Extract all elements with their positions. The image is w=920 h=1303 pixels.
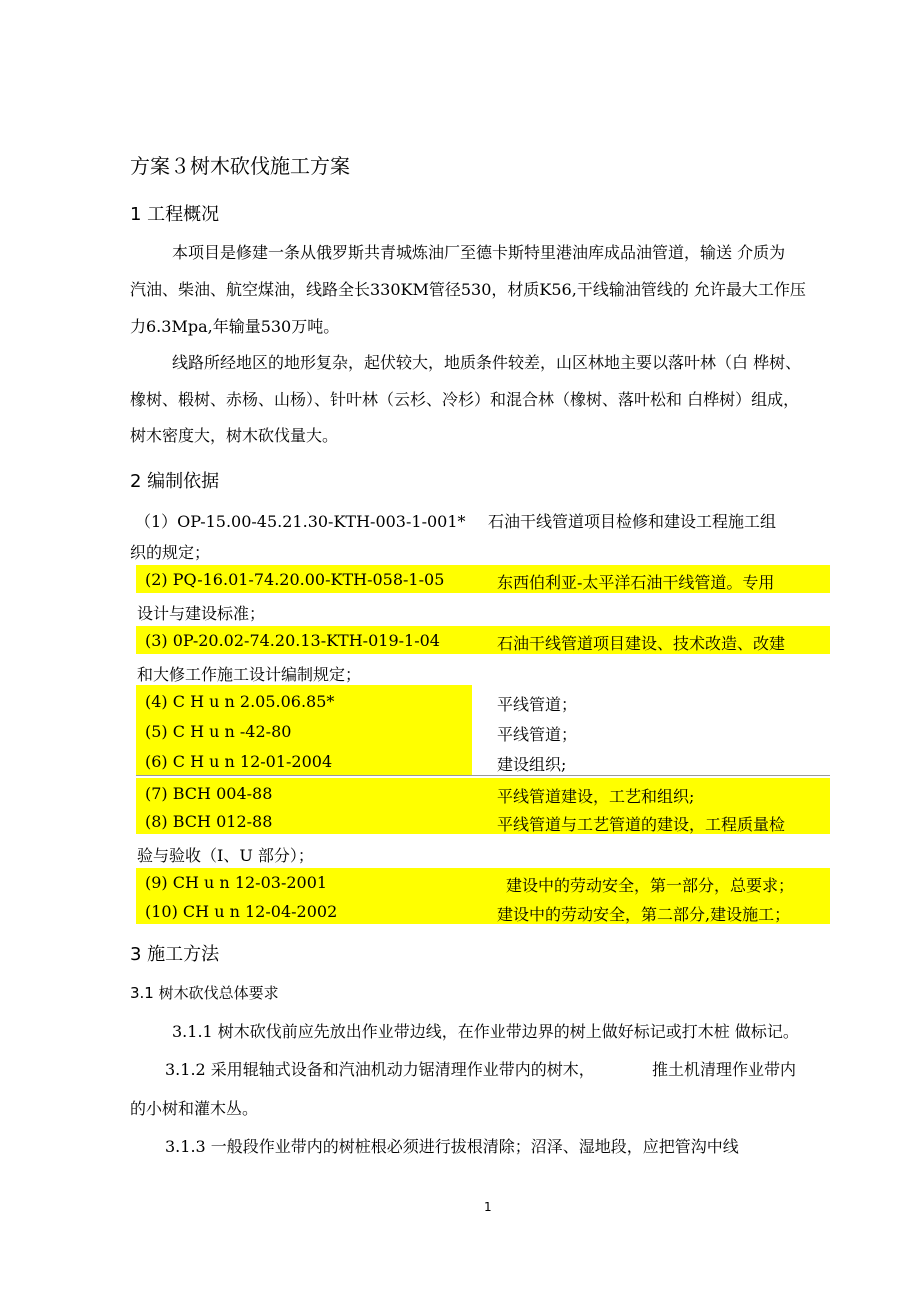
basis-desc-4: 平线管道；	[497, 695, 578, 714]
overview-p2-line1: 线路所经地区的地形复杂，起伏较大，地质条件较差，山区林地主要以落叶林（白 桦树、	[172, 353, 802, 372]
basis-desc-6: 建设组织;	[497, 755, 567, 774]
basis-desc-7: 平线管道建设，工艺和组织;	[497, 787, 695, 806]
subsection-heading-3-1: 3.1 树木砍伐总体要求	[130, 984, 279, 1002]
basis-desc-5: 平线管道；	[497, 725, 578, 744]
basis-cont-1: 织的规定；	[130, 543, 211, 562]
overview-p1-line1: 本项目是修建一条从俄罗斯共青城炼油厂至德卡斯特里港油库成品油管道，输送 介质为	[172, 243, 786, 262]
basis-desc-9: 建设中的劳动安全，第一部分，总要求；	[506, 876, 795, 895]
basis-code-3: (3) 0P-20.02-74.20.13-KTH-019-1-04	[145, 631, 440, 650]
overview-p2-line2: 橡树、椴树、赤杨、山杨）、针叶林（云杉、冷杉）和混合林（橡树、落叶松和 白桦树）组成，	[130, 390, 800, 409]
method-3-1-3: 3.1.3 一般段作业带内的树桩根必须进行拔根清除；沼泽、湿地段，应把管沟中线	[165, 1137, 739, 1156]
basis-cont-2: 设计与建设标准；	[137, 604, 266, 623]
overview-p2-line3: 树木密度大，树木砍伐量大。	[130, 426, 339, 445]
basis-code-2: (2) PQ-16.01-74.20.00-KTH-058-1-05	[145, 570, 445, 589]
basis-cont-3: 和大修工作施工设计编制规定；	[137, 665, 362, 684]
basis-cont-8: 验与验收（I、U 部分）；	[137, 846, 314, 865]
method-3-1-1: 3.1.1 树木砍伐前应先放出作业带边线，在作业带边界的树上做好标记或打木桩 做标记。	[172, 1022, 799, 1041]
basis-desc-8: 平线管道与工艺管道的建设，工程质量检	[497, 815, 786, 834]
basis-desc-10: 建设中的劳动安全，第二部分,建设施工；	[497, 905, 791, 924]
basis-code-5: (5) C H u n -42-80	[145, 722, 292, 741]
basis-desc-2: 东西伯利亚-太平洋石油干线管道。专用	[497, 573, 775, 592]
basis-code-4: (4) C H u n 2.05.06.85*	[145, 692, 335, 711]
page-number: 1	[484, 1200, 492, 1214]
basis-desc-3: 石油干线管道项目建设、技术改造、改建	[497, 634, 786, 653]
method-3-1-2-part2: 推土机清理作业带内	[652, 1060, 797, 1079]
basis-code-1: （1）OP-15.00-45.21.30-KTH-003-1-001*	[135, 512, 466, 531]
basis-code-9: (9) CH u n 12-03-2001	[145, 873, 328, 892]
method-3-1-2-part1: 3.1.2 采用辊轴式设备和汽油机动力锯清理作业带内的树木，	[165, 1060, 595, 1079]
section-heading-overview: 1 工程概况	[130, 204, 220, 225]
overview-p1-line2: 汽油、柴油、航空煤油，线路全长330KM管径530，材质K56,干线输油管线的 允许最大工作压	[130, 280, 806, 299]
basis-code-10: (10) CH u n 12-04-2002	[145, 902, 338, 921]
section-heading-basis: 2 编制依据	[130, 471, 220, 492]
table-divider	[136, 775, 830, 776]
basis-code-6: (6) C H u n 12-01-2004	[145, 752, 333, 771]
basis-desc-1: 石油干线管道项目检修和建设工程施工组	[488, 512, 777, 531]
basis-code-8: (8) BCH 012-88	[145, 812, 273, 831]
basis-code-7: (7) BCH 004-88	[145, 784, 273, 803]
method-3-1-2-cont: 的小树和灌木丛。	[130, 1099, 259, 1118]
section-heading-methods: 3 施工方法	[130, 944, 220, 965]
overview-p1-line3: 力6.3Mpa,年输量530万吨。	[130, 317, 340, 336]
page-title: 方案３树木砍伐施工方案	[130, 154, 350, 178]
